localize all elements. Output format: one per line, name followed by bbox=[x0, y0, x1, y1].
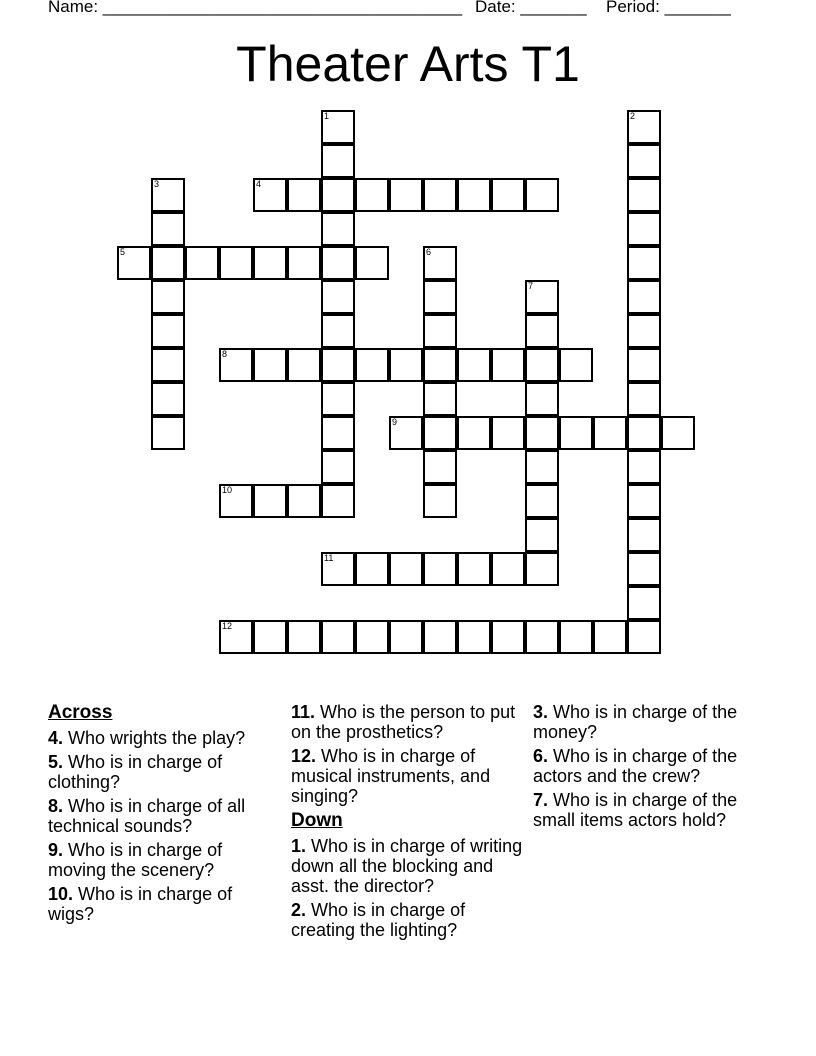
crossword-cell[interactable] bbox=[321, 484, 355, 518]
clue-across-8: 8. Who is in charge of all technical sounds? bbox=[48, 796, 246, 836]
page-title: Theater Arts T1 bbox=[236, 36, 580, 92]
crossword-cell[interactable] bbox=[491, 178, 525, 212]
crossword-cell[interactable] bbox=[627, 620, 661, 654]
crossword-cell[interactable] bbox=[389, 416, 423, 450]
crossword-cell[interactable] bbox=[389, 620, 423, 654]
crossword-cell[interactable] bbox=[321, 348, 355, 382]
crossword-cell[interactable] bbox=[423, 382, 457, 416]
clue-column-2 bbox=[291, 702, 527, 944]
crossword-cell[interactable] bbox=[151, 348, 185, 382]
clue-number: 10 bbox=[222, 485, 233, 495]
crossword-cell[interactable] bbox=[151, 178, 185, 212]
crossword-cell[interactable] bbox=[423, 450, 457, 484]
clue-number: 6 bbox=[426, 247, 432, 257]
crossword-cell[interactable] bbox=[321, 110, 355, 144]
clue-number: 11 bbox=[324, 553, 334, 563]
crossword-cell[interactable] bbox=[321, 246, 355, 280]
crossword-cell[interactable] bbox=[321, 212, 355, 246]
crossword-cell[interactable] bbox=[627, 280, 661, 314]
crossword-cell[interactable] bbox=[321, 314, 355, 348]
crossword-cell[interactable] bbox=[423, 552, 457, 586]
crossword-cell[interactable] bbox=[355, 552, 389, 586]
crossword-cell[interactable] bbox=[627, 586, 661, 620]
crossword-cell[interactable] bbox=[287, 178, 321, 212]
crossword-cell[interactable] bbox=[593, 416, 627, 450]
crossword-cell[interactable] bbox=[389, 348, 423, 382]
crossword-cell[interactable] bbox=[389, 552, 423, 586]
crossword-cell[interactable] bbox=[423, 246, 457, 280]
clue-number: 2 bbox=[630, 111, 636, 121]
crossword-cell[interactable] bbox=[151, 280, 185, 314]
crossword-cell[interactable] bbox=[253, 246, 287, 280]
crossword-cell[interactable] bbox=[423, 280, 457, 314]
crossword-cell[interactable] bbox=[627, 518, 661, 552]
clue-number: 3 bbox=[154, 179, 160, 189]
crossword-cell[interactable] bbox=[525, 178, 559, 212]
crossword-cell[interactable] bbox=[287, 484, 321, 518]
crossword-cell[interactable] bbox=[627, 110, 661, 144]
period-field[interactable]: Period: _______ bbox=[606, 0, 731, 16]
crossword-cell[interactable] bbox=[559, 620, 593, 654]
clue-number: 4 bbox=[256, 179, 262, 189]
crossword-cell[interactable] bbox=[525, 382, 559, 416]
clue-down-7: 7. Who is in charge of the small items actors hold? bbox=[533, 790, 738, 830]
crossword-cell[interactable] bbox=[525, 348, 559, 382]
crossword-cell[interactable] bbox=[627, 144, 661, 178]
crossword-cell[interactable] bbox=[559, 416, 593, 450]
crossword-cell[interactable] bbox=[423, 416, 457, 450]
crossword-cell[interactable] bbox=[355, 246, 389, 280]
crossword-cell[interactable] bbox=[253, 348, 287, 382]
crossword-cell[interactable] bbox=[457, 348, 491, 382]
crossword-cell[interactable] bbox=[321, 416, 355, 450]
crossword-cell[interactable] bbox=[355, 620, 389, 654]
crossword-cell[interactable] bbox=[627, 552, 661, 586]
crossword-cell[interactable] bbox=[151, 314, 185, 348]
crossword-cell[interactable] bbox=[219, 484, 253, 518]
clue-number: 8 bbox=[222, 349, 228, 359]
crossword-cell[interactable] bbox=[627, 178, 661, 212]
crossword-cell[interactable] bbox=[151, 382, 185, 416]
crossword-cell[interactable] bbox=[627, 314, 661, 348]
clue-number: 7 bbox=[528, 281, 534, 291]
crossword-cell[interactable] bbox=[593, 620, 627, 654]
clue-across-9: 9. Who is in charge of moving the scenery? bbox=[48, 840, 223, 880]
crossword-cell[interactable] bbox=[423, 620, 457, 654]
name-field[interactable]: Name: ______________________________________ bbox=[48, 0, 463, 16]
crossword-cell[interactable] bbox=[355, 178, 389, 212]
crossword-cell[interactable] bbox=[627, 484, 661, 518]
clue-across-4: 4. Who wrights the play? bbox=[48, 728, 246, 748]
crossword-cell[interactable] bbox=[627, 416, 661, 450]
crossword-cell[interactable] bbox=[525, 280, 559, 314]
crossword-cell[interactable] bbox=[525, 314, 559, 348]
clue-number: 1 bbox=[324, 111, 330, 121]
crossword-cell[interactable] bbox=[287, 246, 321, 280]
across-heading: Across bbox=[48, 702, 113, 723]
crossword-cell[interactable] bbox=[219, 348, 253, 382]
crossword-cell[interactable] bbox=[491, 416, 525, 450]
crossword-cell[interactable] bbox=[525, 450, 559, 484]
crossword-cell[interactable] bbox=[627, 212, 661, 246]
crossword-cell[interactable] bbox=[287, 620, 321, 654]
crossword-cell[interactable] bbox=[151, 416, 185, 450]
clue-across-5: 5. Who is in charge of clothing? bbox=[48, 752, 223, 792]
crossword-cell[interactable] bbox=[423, 348, 457, 382]
crossword-cell[interactable] bbox=[525, 416, 559, 450]
crossword-cell[interactable] bbox=[287, 348, 321, 382]
clue-across-10: 10. Who is in charge of wigs? bbox=[48, 884, 233, 924]
crossword-cell[interactable] bbox=[491, 620, 525, 654]
crossword-cell[interactable] bbox=[525, 484, 559, 518]
clue-down-3: 3. Who is in charge of the money? bbox=[533, 702, 738, 742]
clue-down-2: 2. Who is in charge of creating the lighting? bbox=[291, 900, 466, 940]
crossword-cell[interactable] bbox=[457, 552, 491, 586]
clue-number: 12 bbox=[222, 621, 233, 631]
clue-column-3 bbox=[533, 702, 769, 834]
crossword-cell[interactable] bbox=[491, 348, 525, 382]
crossword-cell[interactable] bbox=[219, 246, 253, 280]
crossword-cell[interactable] bbox=[457, 620, 491, 654]
crossword-cell[interactable] bbox=[389, 178, 423, 212]
down-heading: Down bbox=[291, 810, 343, 831]
crossword-cell[interactable] bbox=[355, 348, 389, 382]
crossword-cell[interactable] bbox=[117, 246, 151, 280]
crossword-cell[interactable] bbox=[525, 518, 559, 552]
crossword-cell[interactable] bbox=[525, 620, 559, 654]
crossword-cell[interactable] bbox=[457, 178, 491, 212]
crossword-cell[interactable] bbox=[423, 314, 457, 348]
crossword-cell[interactable] bbox=[661, 416, 695, 450]
crossword-cell[interactable] bbox=[151, 246, 185, 280]
clue-number: 5 bbox=[120, 247, 126, 257]
crossword-cell[interactable] bbox=[423, 484, 457, 518]
clue-column-1 bbox=[48, 702, 273, 928]
crossword-cell[interactable] bbox=[321, 144, 355, 178]
clue-across-12: 12. Who is in charge of musical instruments, and singing? bbox=[291, 746, 491, 806]
crossword-cell[interactable] bbox=[321, 280, 355, 314]
crossword-cell[interactable] bbox=[151, 212, 185, 246]
crossword-cell[interactable] bbox=[321, 178, 355, 212]
crossword-cell[interactable] bbox=[457, 416, 491, 450]
crossword-cell[interactable] bbox=[627, 382, 661, 416]
clue-down-1: 1. Who is in charge of writing down all the blocking and asst. the director? bbox=[291, 836, 523, 896]
crossword-cell[interactable] bbox=[321, 450, 355, 484]
crossword-cell[interactable] bbox=[253, 484, 287, 518]
clue-across-11: 11. Who is the person to put on the prosthetics? bbox=[291, 702, 516, 742]
crossword-cell[interactable] bbox=[185, 246, 219, 280]
crossword-cell[interactable] bbox=[627, 246, 661, 280]
crossword-cell[interactable] bbox=[559, 348, 593, 382]
crossword-cell[interactable] bbox=[423, 178, 457, 212]
clue-number: 9 bbox=[392, 417, 398, 427]
crossword-cell[interactable] bbox=[321, 552, 355, 586]
clue-down-6: 6. Who is in charge of the actors and the crew? bbox=[533, 746, 738, 786]
crossword-cell[interactable] bbox=[321, 620, 355, 654]
crossword-cell[interactable] bbox=[219, 620, 253, 654]
crossword-cell[interactable] bbox=[491, 552, 525, 586]
crossword-cell[interactable] bbox=[627, 348, 661, 382]
crossword-cell[interactable] bbox=[321, 382, 355, 416]
crossword-cell[interactable] bbox=[627, 450, 661, 484]
crossword-cell[interactable] bbox=[253, 178, 287, 212]
crossword-cell[interactable] bbox=[253, 620, 287, 654]
date-field[interactable]: Date: _______ bbox=[475, 0, 587, 16]
crossword-cell[interactable] bbox=[525, 552, 559, 586]
